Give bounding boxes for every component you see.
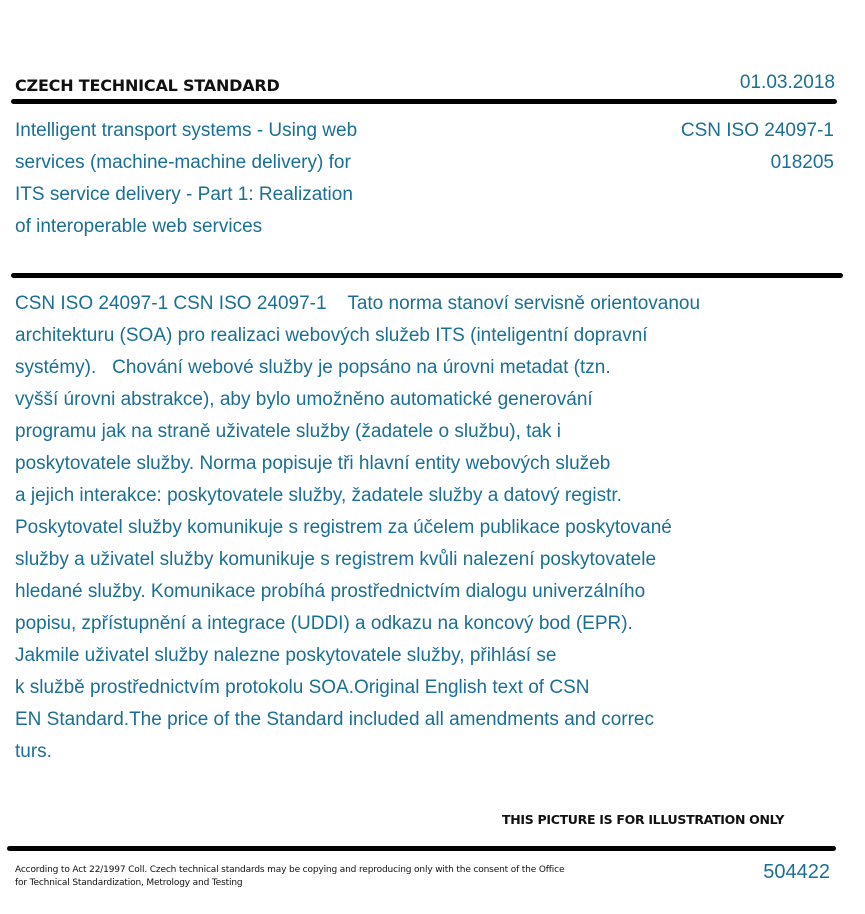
- description-line: CSN ISO 24097-1 CSN ISO 24097-1 Tato norma stanoví servisně orientovanou: [15, 293, 701, 314]
- description-line: systémy). Chování webové služby je popsáno na úrovni metadat (tzn.: [15, 357, 611, 378]
- description-line: turs.: [15, 741, 52, 762]
- document-type-label: CZECH TECHNICAL STANDARD: [15, 76, 280, 95]
- description-line: Jakmile uživatel služby nalezne poskytovatele služby, přihlásí se: [15, 645, 557, 666]
- legal-notice: [15, 864, 585, 890]
- standard-designation: CSN ISO 24097-1: [680, 120, 834, 141]
- description-line: a jejich interakce: poskytovatele služby, žadatele služby a datový registr.: [15, 485, 622, 506]
- title-line: services (machine-machine delivery) for: [15, 152, 351, 173]
- description-line: programu jak na straně uživatele služby (žadatele o službu), tak i: [15, 421, 561, 442]
- top-divider: [11, 99, 837, 104]
- standard-title: [15, 115, 415, 243]
- title-line: of interoperable web services: [15, 216, 263, 237]
- legal-line: for Technical Standardization, Metrology and Testing: [15, 878, 243, 888]
- description-line: vyšší úrovni abstrakce), aby bylo umožněno automatické generování: [15, 389, 593, 410]
- description-line: EN Standard.The price of the Standard included all amendments and correc: [15, 709, 654, 730]
- middle-divider: [11, 273, 843, 278]
- description-line: architekturu (SOA) pro realizaci webových služeb ITS (inteligentní dopravní: [15, 325, 648, 346]
- standard-description: [15, 288, 805, 768]
- description-line: Poskytovatel služby komunikuje s registrem za účelem publikace poskytované: [15, 517, 672, 538]
- illustration-disclaimer: THIS PICTURE IS FOR ILLUSTRATION ONLY: [502, 812, 785, 827]
- legal-line: According to Act 22/1997 Coll. Czech technical standards may be copying and reproducing only with the consent of the Office: [15, 865, 565, 875]
- standard-identifiers: [681, 115, 834, 179]
- description-line: popisu, zpřístupnění a integrace (UDDI) a odkazu na koncový bod (EPR).: [15, 613, 633, 634]
- title-line: Intelligent transport systems - Using web: [15, 120, 358, 141]
- description-line: služby a uživatel služby komunikuje s registrem kvůli nalezení poskytovatele: [15, 549, 657, 570]
- bottom-divider: [7, 846, 836, 851]
- classification-code: 018205: [770, 152, 834, 173]
- description-line: hledané služby. Komunikace probíhá prostřednictvím dialogu univerzálního: [15, 581, 646, 602]
- description-line: k službě prostřednictvím protokolu SOA.Original English text of CSN: [15, 677, 590, 698]
- catalog-number: 504422: [763, 861, 830, 883]
- publication-date: 01.03.2018: [739, 72, 835, 93]
- title-line: ITS service delivery - Part 1: Realization: [15, 184, 353, 205]
- description-line: poskytovatele služby. Norma popisuje tři hlavní entity webových služeb: [15, 453, 611, 474]
